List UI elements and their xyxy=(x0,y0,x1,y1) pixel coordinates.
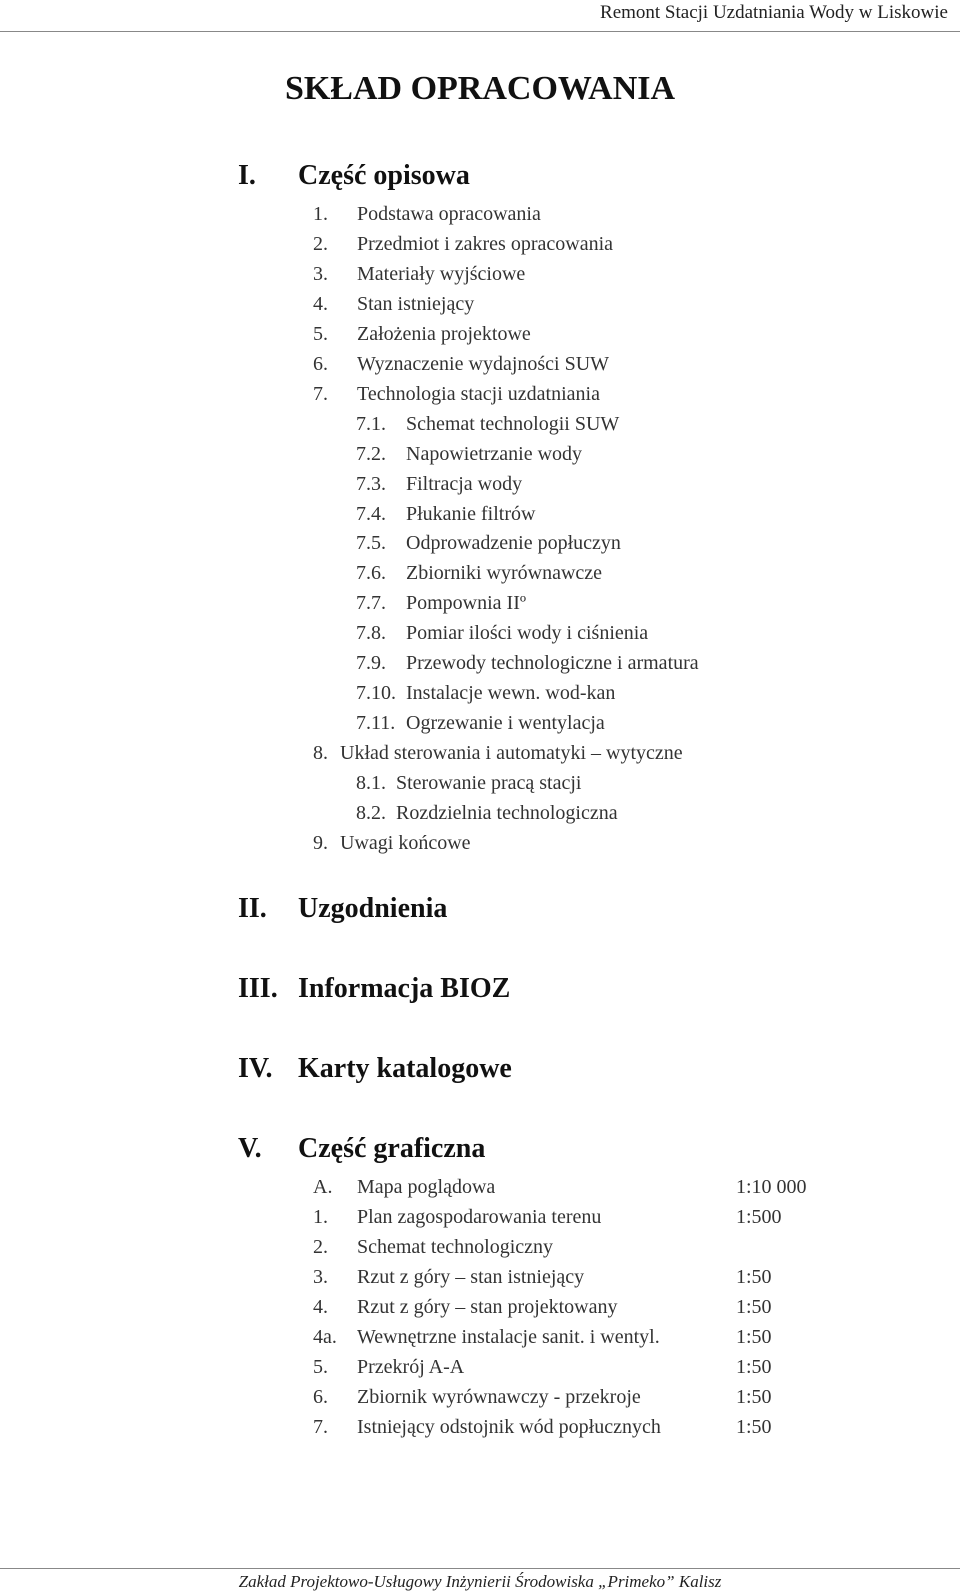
section-title: Uzgodnienia xyxy=(298,893,448,924)
item-number: 4. xyxy=(313,292,328,315)
item-label: Stan istniejący xyxy=(357,292,475,315)
section-number: V. xyxy=(238,1133,262,1164)
item-number: 7.8. xyxy=(356,622,386,645)
item-label: Pompownia IIº xyxy=(406,592,527,615)
header-divider xyxy=(0,31,960,32)
item-label: Podstawa opracowania xyxy=(357,203,541,225)
item-label: Pomiar ilości wody i ciśnienia xyxy=(406,622,649,645)
item-label: Sterowanie pracą stacji xyxy=(396,772,582,795)
drawing-scale: 1:50 xyxy=(736,1265,772,1288)
drawing-number: 4. xyxy=(313,1295,328,1318)
item-label: Przewody technologiczne i armatura xyxy=(406,652,699,675)
item-number: 7.11. xyxy=(356,712,396,735)
footer-divider xyxy=(0,1568,960,1569)
item-label: Materiały wyjściowe xyxy=(357,262,526,285)
item-number: 8. xyxy=(313,742,328,765)
item-label: Płukanie filtrów xyxy=(406,502,536,525)
item-label: Zbiorniki wyrównawcze xyxy=(406,562,603,585)
item-label: Schemat technologii SUW xyxy=(406,412,620,435)
item-label: Technologia stacji uzdatniania xyxy=(357,382,600,405)
item-label: Założenia projektowe xyxy=(357,322,531,345)
item-number: 7. xyxy=(313,382,328,405)
drawing-number: 6. xyxy=(313,1385,328,1408)
item-label: Układ sterowania i automatyki – wytyczne xyxy=(340,742,683,765)
drawing-number: 7. xyxy=(313,1415,328,1438)
drawing-scale: 1:50 xyxy=(736,1325,772,1348)
item-label: Ogrzewanie i wentylacja xyxy=(406,712,605,735)
drawing-title: Plan zagospodarowania terenu xyxy=(357,1205,602,1228)
drawing-scale: 1:50 xyxy=(736,1385,772,1408)
section-number: III. xyxy=(238,973,278,1004)
section-title: Informacja BIOZ xyxy=(298,973,511,1004)
item-number: 7.9. xyxy=(356,652,386,675)
item-number: 7.6. xyxy=(356,562,386,585)
drawing-scale: 1:500 xyxy=(736,1205,782,1228)
drawing-title: Zbiornik wyrównawczy - przekroje xyxy=(357,1385,641,1408)
item-label: Uwagi końcowe xyxy=(340,831,471,854)
item-number: 7.4. xyxy=(356,502,386,525)
item-number: 7.5. xyxy=(356,532,386,555)
item-number: 9. xyxy=(313,831,328,854)
item-number: 5. xyxy=(313,322,328,345)
drawing-number: 5. xyxy=(313,1355,328,1378)
item-number: 8.1. xyxy=(356,772,386,795)
drawing-number: 4a. xyxy=(313,1325,337,1348)
item-number: 7.3. xyxy=(356,472,386,495)
item-label: Instalacje wewn. wod-kan xyxy=(406,682,616,705)
item-label: Odprowadzenie popłuczyn xyxy=(406,532,621,555)
item-number: 2. xyxy=(313,232,328,255)
drawing-scale: 1:50 xyxy=(736,1415,772,1438)
item-label: Filtracja wody xyxy=(406,472,523,495)
drawing-number: 3. xyxy=(313,1265,328,1288)
item-number: 7.2. xyxy=(356,442,386,465)
drawing-scale: 1:10 000 xyxy=(736,1176,807,1198)
drawing-title: Wewnętrzne instalacje sanit. i wentyl. xyxy=(357,1325,660,1348)
item-label: Wyznaczenie wydajności SUW xyxy=(357,352,610,375)
item-number: 8.2. xyxy=(356,802,386,824)
item-number: 7.10. xyxy=(356,682,396,705)
drawing-title: Przekrój A-A xyxy=(357,1355,465,1378)
drawing-title: Rzut z góry – stan istniejący xyxy=(357,1265,585,1288)
section-title: Część graficzna xyxy=(298,1133,486,1164)
drawing-number: 1. xyxy=(313,1205,328,1228)
item-number: 1. xyxy=(313,203,328,225)
item-number: 3. xyxy=(313,262,328,285)
drawing-title: Mapa poglądowa xyxy=(357,1176,496,1198)
drawing-title: Schemat technologiczny xyxy=(357,1235,554,1258)
document-title: SKŁAD OPRACOWANIA xyxy=(284,70,676,107)
section-title: Karty katalogowe xyxy=(298,1053,512,1084)
page-footer: Zakład Projektowo-Usługowy Inżynierii Środowiska „Primeko” Kalisz xyxy=(238,1572,722,1591)
drawing-scale: 1:50 xyxy=(736,1295,772,1318)
section-number: IV. xyxy=(238,1053,273,1084)
drawing-scale: 1:50 xyxy=(736,1355,772,1378)
drawing-title: Rzut z góry – stan projektowany xyxy=(357,1295,618,1318)
page-header: Remont Stacji Uzdatniania Wody w Liskowie xyxy=(600,2,948,23)
item-label: Napowietrzanie wody xyxy=(406,442,583,465)
item-number: 7.7. xyxy=(356,592,386,615)
drawing-number: 2. xyxy=(313,1235,328,1258)
section-title: Część opisowa xyxy=(298,160,470,191)
section-number: I. xyxy=(238,160,256,191)
item-label: Przedmiot i zakres opracowania xyxy=(357,232,614,255)
section-number: II. xyxy=(238,893,267,924)
drawing-title: Istniejący odstojnik wód popłucznych xyxy=(357,1415,661,1438)
item-label: Rozdzielnia technologiczna xyxy=(396,802,618,824)
item-number: 6. xyxy=(313,352,328,375)
drawing-number: A. xyxy=(313,1176,333,1198)
item-number: 7.1. xyxy=(356,412,386,435)
